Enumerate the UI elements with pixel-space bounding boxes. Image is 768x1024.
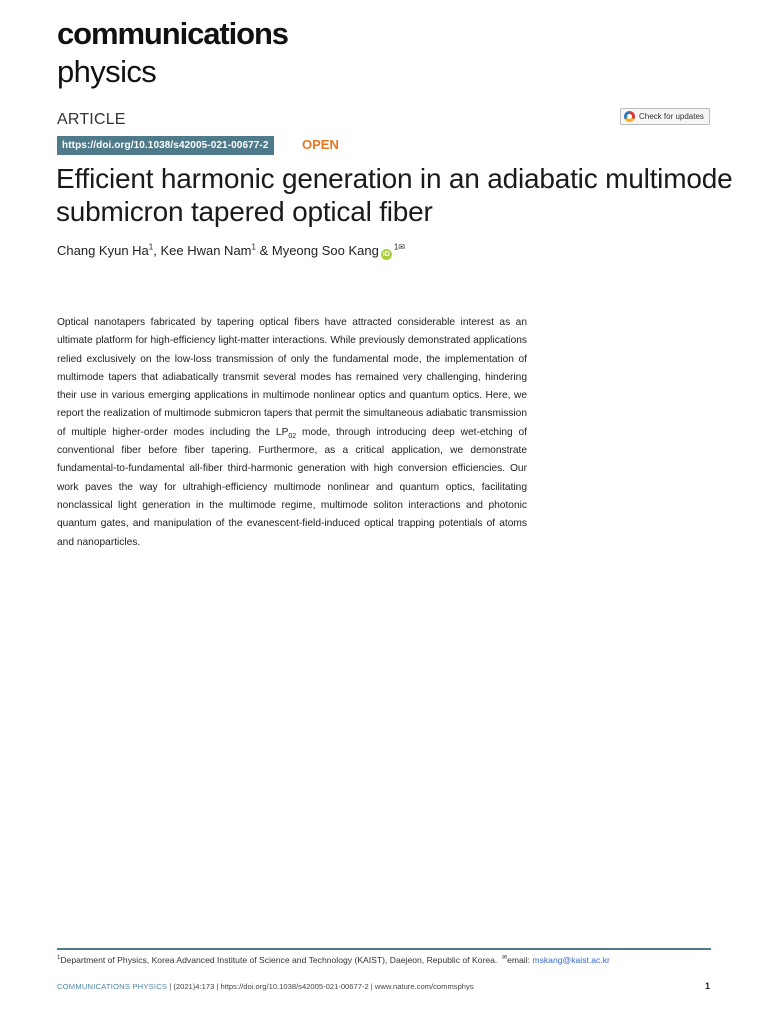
author-name[interactable]: Chang Kyun Ha xyxy=(57,243,149,258)
article-type: ARTICLE xyxy=(57,111,126,128)
abstract-subscript: 02 xyxy=(288,432,297,440)
open-access-badge: OPEN xyxy=(302,137,339,152)
footer-divider xyxy=(57,948,711,950)
author-name[interactable]: Myeong Soo Kang xyxy=(271,243,379,258)
author-name[interactable]: Kee Hwan Nam xyxy=(160,243,252,258)
email-link[interactable]: mskang@kaist.ac.kr xyxy=(532,955,610,965)
affiliation-text: Department of Physics, Korea Advanced Institute of Science and Technology (KAIST), Daejeon, Republic of Korea. xyxy=(60,955,498,965)
author-affiliation-sup: 1✉ xyxy=(393,242,405,252)
journal-brand-line2: physics xyxy=(57,54,157,89)
crossmark-icon xyxy=(624,111,635,122)
running-footer xyxy=(57,982,474,991)
email-prefix: email: xyxy=(507,955,533,965)
author-affiliation-sup: 1 xyxy=(148,242,154,252)
author-affiliation-sup: 1 xyxy=(251,242,256,252)
author-separator: & xyxy=(255,243,272,258)
footer-journal-name: COMMUNICATIONS PHYSICS xyxy=(57,982,168,991)
author-list xyxy=(57,243,405,260)
affiliation-sup: 1 xyxy=(57,955,61,962)
doi-link[interactable]: https://doi.org/10.1038/s42005-021-00677-2 xyxy=(57,136,274,155)
affiliation-footnote xyxy=(57,955,610,965)
orcid-icon[interactable]: iD xyxy=(382,251,390,258)
abstract-text-part1: Optical nanotapers fabricated by tapering optical fibers have attracted considerable interest as an ultimate platform for high-efficiency light-matter interactions. While previously demonstrated applications relied exclusively on the low-loss transmission of only the fundamental mode, the implementation of multimode tapers that adiabatically transmit several modes has remained very challenging, hindering their use in various emerging applications in multimode nonlinear optics and quantum optics. Here, we report the realization of multimode submicron tapers that permit the simultaneous adiabatic transmission of multiple higher-order modes including the LP xyxy=(57,317,527,438)
footer-citation: | (2021)4:173 | https://doi.org/10.1038/s42005-021-00677-2 | www.nature.com/commsphys xyxy=(167,982,474,991)
abstract xyxy=(57,314,527,552)
article-title: Efficient harmonic generation in an adiabatic multimode submicron tapered optical fiber xyxy=(56,163,733,227)
check-for-updates-label: Check for updates xyxy=(639,112,704,121)
check-for-updates-button[interactable] xyxy=(620,108,710,125)
abstract-text-part2: mode, through introducing deep wet-etching of conventional fiber before fiber tapering. Furthermore, as a critical application, we demonstrate fundamental-to-fundamental all-fiber third-harmonic generation with high conversion efficiencies. Our work paves the way for ultrahigh-efficiency multimode nonlinear and quantum optics, facilitating nonclassical light generation in the multimode regime, multimode soliton interactions and photonic quantum gates, and manipulation of the evanescent-field-induced optical trapping potentials of atoms and nanoparticles. xyxy=(57,426,527,548)
author-separator: , xyxy=(153,243,161,258)
email-sup: ✉ xyxy=(502,955,508,962)
page-number: 1 xyxy=(705,981,711,991)
journal-brand-line1: communications xyxy=(57,16,288,51)
